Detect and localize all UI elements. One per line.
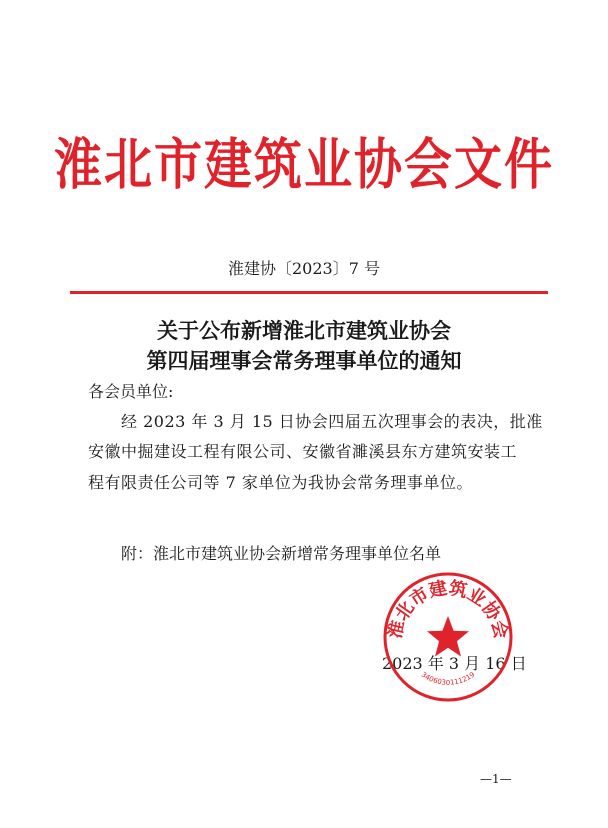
red-divider-line bbox=[70, 291, 548, 294]
notice-title-line-1: 关于公布新增淮北市建筑业协会 bbox=[157, 318, 451, 343]
body-paragraph-line: 程有限责任公司等 7 家单位为我协会常务理事单位。 bbox=[88, 473, 473, 492]
body-paragraph-line: 安徽中掘建设工程有限公司、安徽省濉溪县东方建筑安装工 bbox=[88, 442, 518, 461]
seal-code: 3406030111219 bbox=[419, 670, 477, 687]
notice-title-line-2: 第四届理事会常务理事单位的通知 bbox=[146, 348, 462, 373]
document-header-title: 淮北市建筑业协会文件 bbox=[53, 132, 554, 198]
page-number: —1— bbox=[480, 772, 512, 786]
attachment-note: 附：淮北市建筑业协会新增常务理事单位名单 bbox=[121, 544, 442, 563]
star-icon bbox=[427, 616, 469, 657]
salutation: 各会员单位: bbox=[88, 382, 174, 401]
document-number: 淮建协〔2023〕7 号 bbox=[228, 259, 380, 278]
issue-date: 2023 年 3 月 16 日 bbox=[382, 654, 527, 673]
body-paragraph-line: 经 2023 年 3 月 15 日协会四届五次理事会的表决，批准 bbox=[121, 412, 543, 431]
official-seal bbox=[378, 567, 518, 707]
seal-text: 淮北市建筑业协会 bbox=[384, 577, 512, 641]
